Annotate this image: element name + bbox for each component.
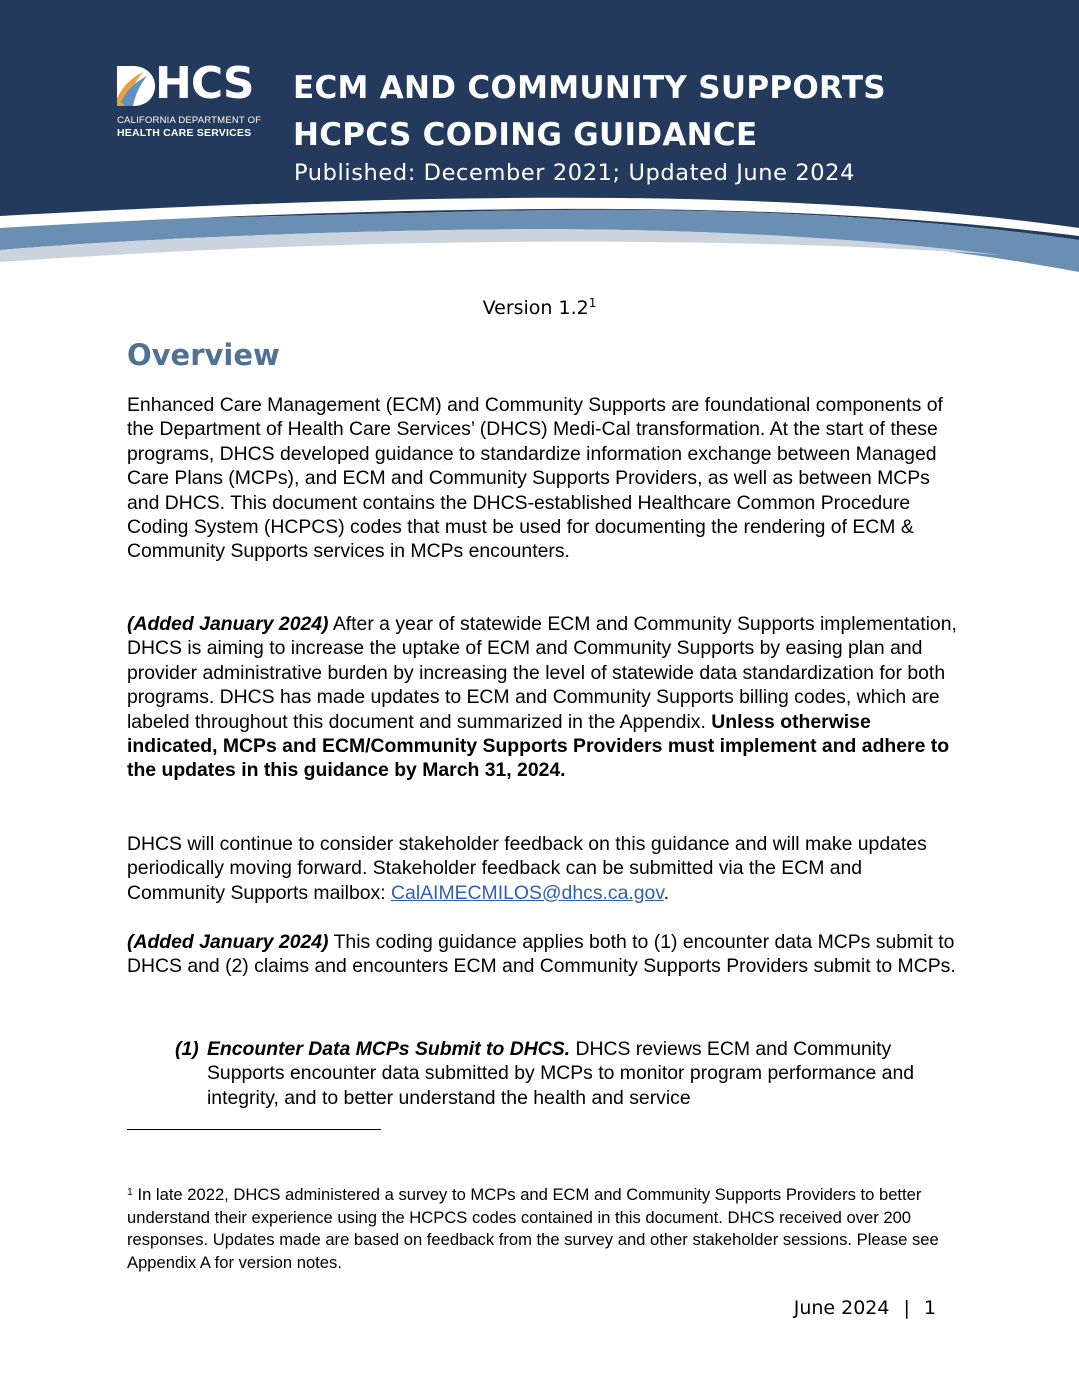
paragraph-feedback — [127, 832, 957, 905]
added-tag: (Added January 2024) — [127, 931, 329, 953]
page-footer — [794, 1297, 936, 1319]
mailbox-email-link[interactable]: CalAIMECMILOS@dhcs.ca.gov — [391, 881, 664, 904]
list-item-lead: Encounter Data MCPs Submit to DHCS. — [207, 1038, 571, 1060]
document-title-line2: HCPCS CODING GUIDANCE — [293, 117, 758, 153]
footnote-text: In late 2022, DHCS administered a survey to MCPs and ECM and Community Supports Providers to better understand their experience using the HCPCS codes contained in this document. DHCS received over 200 responses. Updates made are based on feedback from the survey and other stakeholder sessions. Please see Appendix A for version notes. — [127, 1185, 939, 1272]
paragraph-intro: Enhanced Care Management (ECM) and Community Supports are foundational components of the Department of Health Care Services’ (DHCS) Medi-Cal transformation. At the start of these programs, DHCS developed guidance to standardize information exchange between Managed Care Plans (MCPs), and ECM and Community Supports Providers, as well as between MCPs and DHCS. This document contains the DHCS-established Healthcare Common Procedure Coding System (HCPCS) codes that must be used for documenting the rendering of ECM & Community Supports services in MCPs encounters. — [127, 394, 943, 563]
footer-date: June 2024 — [793, 1297, 890, 1319]
footnote-number: 1 — [127, 1186, 133, 1198]
dhcs-logo-mark-icon — [115, 64, 155, 108]
paragraph-feedback-end: . — [663, 881, 669, 904]
page-number: 1 — [923, 1297, 936, 1319]
logo-subtitle-line1: CALIFORNIA DEPARTMENT OF — [117, 115, 262, 126]
list-item-text: DHCS reviews ECM and Community Supports encounter data submitted by MCPs to monitor program performance and integrity, and to better understand the health and service — [207, 1038, 915, 1109]
footnote-reference[interactable]: 1 — [588, 296, 597, 310]
published-date: Published: December 2021; Updated June 2024 — [294, 160, 856, 186]
paragraph-scope-text: This coding guidance applies both to (1) encounter data MCPs submit to DHCS and (2) claims and encounters ECM and Community Supports Providers submit to MCPs. — [127, 931, 956, 978]
paragraph-updates-text: After a year of statewide ECM and Community Supports implementation, DHCS is aiming to increase the uptake of ECM and Community Supports by easing plan and provider administrative burden by increasing the level of statewide data standardization for both programs. DHCS has made updates to ECM and Community Supports billing codes, which are labeled throughout this document and summarized in the Appendix. — [127, 613, 957, 733]
logo-subtitle-line2: HEALTH CARE SERVICES — [117, 127, 252, 139]
list-marker: (1) — [175, 1038, 199, 1060]
document-title-line1: ECM AND COMMUNITY SUPPORTS — [293, 70, 886, 106]
footer-separator: | — [903, 1297, 910, 1319]
section-heading-overview: Overview — [127, 338, 280, 372]
footnote — [127, 1181, 957, 1274]
list-item-body — [207, 1037, 952, 1110]
paragraph-updates-emphasis: Unless otherwise indicated, MCPs and ECM/Community Supports Providers must implement and adhere to the updates in this guidance by March 31, 2024. — [127, 710, 950, 782]
paragraph-feedback-text: DHCS will continue to consider stakeholder feedback on this guidance and will make updates periodically moving forward. Stakeholder feedback can be submitted via the ECM and Community Supports mailbox: — [127, 833, 927, 904]
footnote-divider — [127, 1129, 381, 1130]
added-tag: (Added January 2024) — [127, 613, 329, 635]
dhcs-logo — [115, 58, 275, 144]
header-banner — [0, 0, 1079, 275]
paragraph-updates — [127, 612, 957, 783]
version-line — [0, 296, 1079, 319]
paragraph-scope — [127, 930, 957, 979]
version-text: Version 1.2 — [482, 297, 589, 319]
logo-wordmark: HCS — [155, 58, 254, 109]
